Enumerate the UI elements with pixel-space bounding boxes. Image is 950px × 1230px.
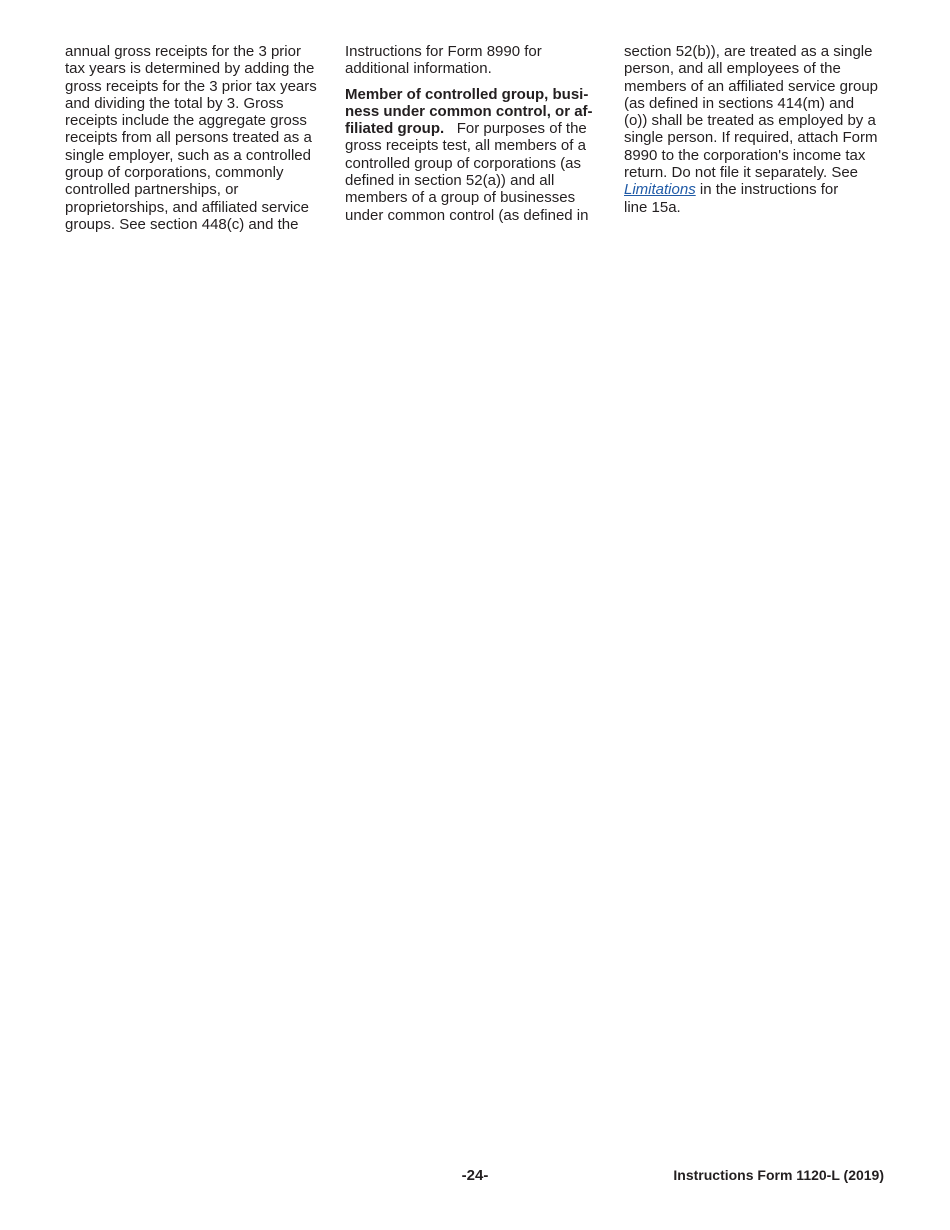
text-column-3 [624, 43, 889, 216]
paragraph-text: For purposes of the [456, 120, 587, 138]
paragraph-line: proprietorships, and affiliated service [65, 198, 310, 216]
paragraph-line: (o)) shall be treated as employed by a [624, 112, 876, 130]
paragraph-line: and dividing the total by 3. Gross [65, 94, 284, 112]
paragraph-text: in the instructions for [695, 181, 839, 199]
paragraph-line: groups. See section 448(c) and the [65, 215, 299, 233]
text-column-1 [65, 43, 327, 233]
limitations-link[interactable]: Limitations [624, 181, 696, 199]
paragraph-line: (as defined in sections 414(m) and [624, 94, 855, 112]
paragraph-line: members of a group of businesses [345, 189, 576, 207]
page-number: -24- [461, 1167, 489, 1184]
paragraph-line: gross receipts test, all members of a [345, 137, 586, 155]
paragraph-line: section 52(b)), are treated as a single [624, 43, 873, 60]
paragraph-line: additional information. [345, 60, 492, 78]
paragraph-line: 8990 to the corporation's income tax [624, 146, 866, 164]
paragraph-line-with-link [624, 181, 889, 198]
paragraph-line: members of an affiliated service group [624, 77, 879, 95]
paragraph-line: controlled partnerships, or [65, 181, 239, 199]
paragraph-line: under common control (as defined in [345, 206, 589, 224]
form-title-footer: Instructions Form 1120-L (2019) [673, 1167, 884, 1183]
paragraph-line: controlled group of corporations (as [345, 154, 581, 172]
paragraph-line: single person. If required, attach Form [624, 129, 878, 147]
paragraph-line: line 15a. [624, 198, 681, 216]
paragraph-line: single employer, such as a controlled [65, 146, 311, 164]
paragraph-line: annual gross receipts for the 3 prior [65, 43, 301, 60]
paragraph-line: tax years is determined by adding the [65, 60, 315, 78]
section-heading-line: filiated group. [345, 120, 445, 138]
paragraph-line: person, and all employees of the [624, 60, 841, 78]
paragraph-line: Instructions for Form 8990 for [345, 43, 542, 60]
paragraph-line: receipts include the aggregate gross [65, 112, 307, 130]
section-heading-line: ness under common control, or af- [345, 102, 593, 120]
paragraph-line: defined in section 52(a)) and all [345, 172, 555, 190]
paragraph-line: group of corporations, commonly [65, 164, 284, 182]
section-heading-line: Member of controlled group, busi- [345, 85, 589, 103]
paragraph-line: receipts from all persons treated as a [65, 129, 312, 147]
paragraph-line: return. Do not file it separately. See [624, 164, 859, 182]
paragraph-gap [345, 78, 607, 86]
heading-run-in-line [345, 120, 607, 137]
paragraph-line: gross receipts for the 3 prior tax years [65, 77, 317, 95]
text-column-2 [345, 43, 607, 224]
